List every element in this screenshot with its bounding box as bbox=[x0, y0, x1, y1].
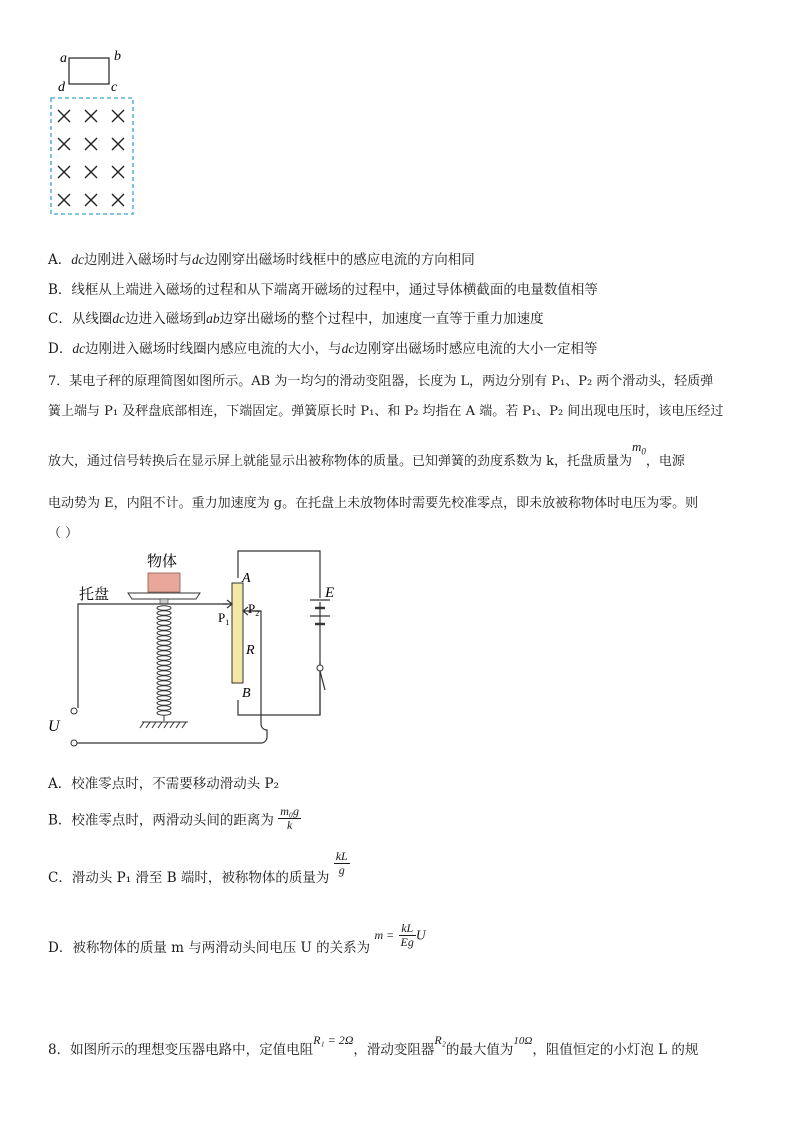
option-text: C．滑动头 P₁ 滑至 B 端时，被称物体的质量为 bbox=[48, 869, 330, 886]
wire-frame bbox=[69, 58, 109, 84]
q7-circuit-figure bbox=[48, 548, 348, 758]
option-prefix: C．从线圈 bbox=[48, 311, 113, 327]
switch bbox=[317, 626, 325, 690]
formula-tail: U bbox=[415, 927, 426, 943]
option-text: B．校准零点时，两滑动头间的距离为 bbox=[48, 812, 274, 829]
option-text: 边穿出磁场的整个过程中，加速度一直等于重力加速度 bbox=[219, 311, 544, 327]
option-text: 边刚进入磁场时与 bbox=[84, 252, 192, 268]
stem-text: ，阻值恒定的小灯泡 L 的规 bbox=[532, 1042, 699, 1058]
option-prefix: D． bbox=[48, 341, 73, 357]
fraction-denominator: g bbox=[338, 863, 345, 877]
label-E: E bbox=[325, 585, 335, 601]
q8-stem-line-1 bbox=[48, 1028, 699, 1058]
var-dc: dc bbox=[71, 252, 84, 267]
stem-text: 放大，通过信号转换后在显示屏上就能显示出被称物体的质量。已知弹簧的劲度系数为 k，托盘质量为 bbox=[48, 454, 633, 469]
var-dc: dc bbox=[192, 252, 205, 267]
option-text: 边进入磁场到 bbox=[125, 311, 207, 327]
r2-max-value: 10Ω bbox=[513, 1035, 533, 1047]
label-d: d bbox=[58, 80, 65, 95]
field-crosses bbox=[58, 110, 124, 206]
object-box bbox=[148, 573, 180, 592]
q7-stem-line-2: 簧上端与 P₁ 及秤盘底部相连，下端固定。弹簧原长时 P₁、和 P₂ 均指在 A 端。若 P₁、P₂ 间出现电压时，该电压经过 bbox=[48, 404, 724, 419]
stem-text: ，电源 bbox=[645, 454, 685, 469]
label-A: A bbox=[242, 571, 251, 586]
object-label: 物体 bbox=[147, 554, 178, 570]
r1-value: R₁ = 2Ω bbox=[313, 1033, 354, 1047]
terminal-top bbox=[71, 708, 77, 714]
q7-option-c bbox=[48, 849, 350, 886]
fraction-numerator: kL bbox=[335, 849, 348, 863]
label-R: R bbox=[246, 643, 255, 658]
fraction-kL-over-Eg bbox=[399, 922, 416, 949]
terminal-bottom bbox=[71, 740, 77, 746]
stem-text: ，滑动变阻器 bbox=[353, 1042, 435, 1058]
var-dc: dc bbox=[72, 341, 86, 356]
slider-p1-arrow bbox=[223, 600, 232, 608]
spring bbox=[157, 606, 171, 715]
option-prefix: A． bbox=[48, 252, 72, 268]
stem-text: 的最大值为 bbox=[445, 1042, 514, 1058]
fraction-m0g-over-k bbox=[278, 805, 301, 832]
q6-option-a bbox=[48, 248, 475, 268]
q6-figure bbox=[48, 40, 148, 220]
q6-option-d bbox=[48, 337, 597, 357]
q7-option-b bbox=[48, 805, 301, 832]
m0-sub: 0 bbox=[641, 446, 646, 457]
q7-option-d bbox=[48, 921, 426, 956]
var-ab: ab bbox=[206, 311, 220, 326]
q6-option-c bbox=[48, 307, 544, 327]
slide-rheostat bbox=[232, 583, 243, 683]
m0-symbol bbox=[632, 439, 646, 457]
tray bbox=[128, 593, 200, 599]
q6-option-b bbox=[48, 278, 598, 298]
label-P2: $P_2$ bbox=[248, 601, 260, 618]
fraction-numerator: kL bbox=[399, 922, 416, 936]
ground bbox=[140, 722, 188, 728]
label-P1: $P_1$ bbox=[218, 610, 230, 627]
label-c: c bbox=[111, 80, 118, 95]
fraction-numerator: m₀g bbox=[280, 804, 300, 818]
tray-stem bbox=[160, 599, 168, 604]
var-dc: dc bbox=[112, 311, 126, 326]
q7-stem-line-4: 电动势为 E，内阻不计。重力加速度为 g。在托盘上未放物体时需要先校准零点，即未放被称物体时电压为零。则 bbox=[48, 496, 699, 511]
option-text: D．被称物体的质量 m 与两滑动头间电压 U 的关系为 bbox=[48, 939, 371, 956]
label-U: U bbox=[48, 718, 60, 735]
fraction-denominator: Eg bbox=[400, 935, 414, 949]
q7-option-a: A．校准零点时，不需要移动滑动头 P₂ bbox=[48, 776, 280, 792]
label-B: B bbox=[242, 686, 251, 701]
stem-text: 8．如图所示的理想变压器电路中，定值电阻 bbox=[48, 1042, 314, 1058]
r2-symbol: R₂ bbox=[434, 1033, 446, 1047]
var-dc: dc bbox=[341, 341, 355, 356]
option-text: 边刚穿出磁场时感应电流的大小一定相等 bbox=[354, 341, 598, 357]
m0-m: m bbox=[632, 439, 642, 454]
fraction-kL-over-g bbox=[334, 850, 350, 877]
q7-stem-line-1: 7．某电子秤的原理简图如图所示。AB 为一均匀的滑动变阻器，长度为 L，两边分别有 P₁、P₂ 两个滑动头，轻质弹 bbox=[48, 374, 714, 389]
wires bbox=[74, 551, 320, 743]
fraction-denominator: k bbox=[286, 818, 293, 832]
formula-lhs: m = bbox=[374, 928, 395, 942]
q7-stem-line-3 bbox=[48, 439, 685, 471]
label-a: a bbox=[60, 51, 67, 66]
option-text: 边刚进入磁场时线圈内感应电流的大小，与 bbox=[85, 341, 342, 357]
q7-answer-bracket: （ ） bbox=[48, 526, 79, 541]
option-text: 边刚穿出磁场时线框中的感应电流的方向相同 bbox=[204, 252, 475, 268]
label-b: b bbox=[114, 49, 121, 64]
tray-label: 托盘 bbox=[79, 587, 110, 603]
option-text: B．线框从上端进入磁场的过程和从下端离开磁场的过程中，通过导体横截面的电量数值相等 bbox=[48, 282, 598, 298]
